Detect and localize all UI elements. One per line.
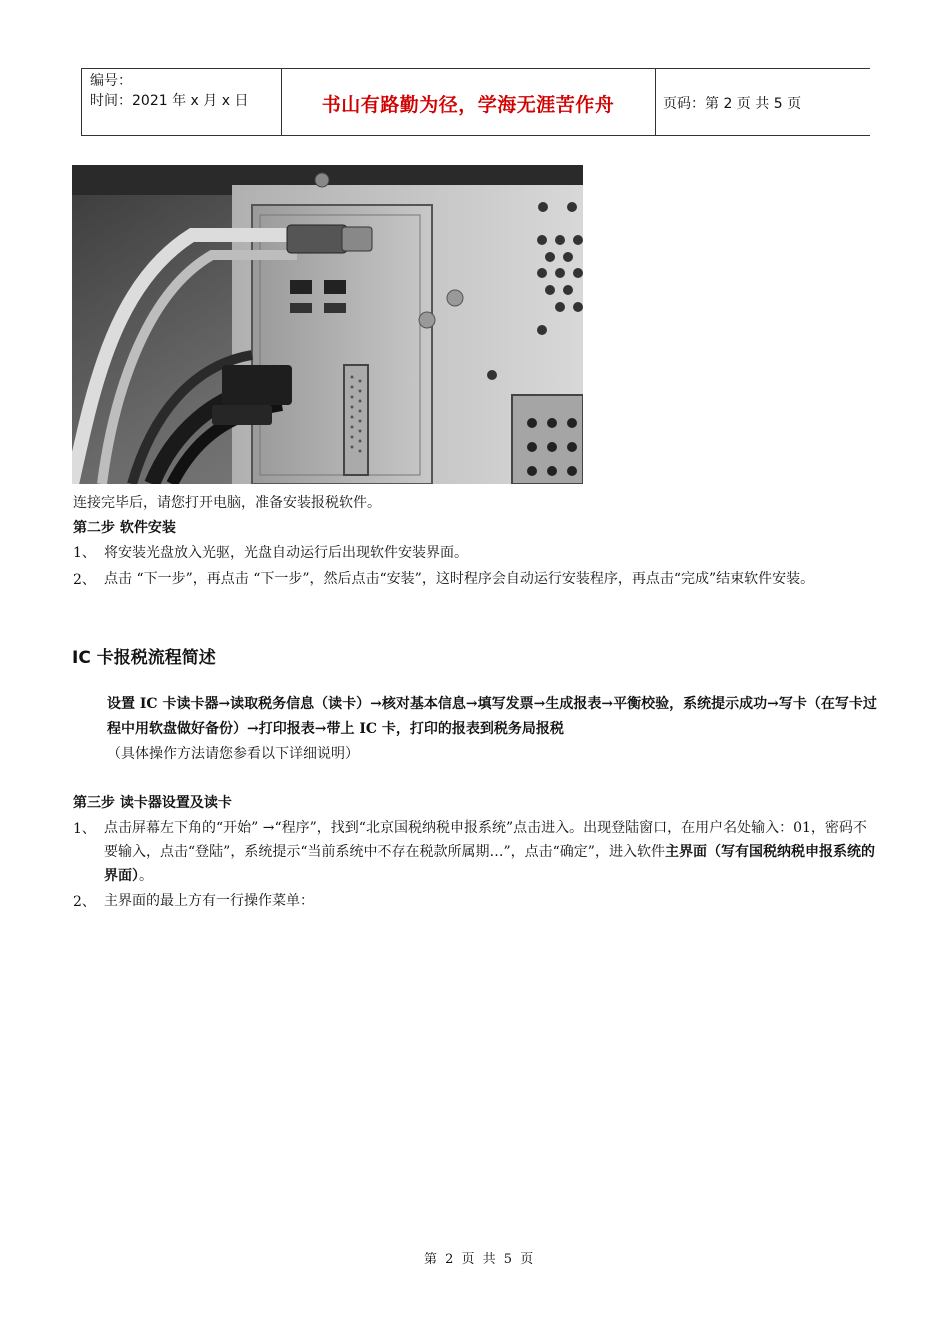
step2-item1-num: 1、 [73, 545, 96, 561]
header-divider-left [81, 68, 82, 136]
computer-rear-ports-photo [72, 165, 583, 484]
step2-item1-text: 将安装光盘放入光驱，光盘自动运行后出现软件安装界面。 [104, 545, 468, 561]
header-bottom-rule [81, 135, 870, 136]
header-meta [90, 71, 248, 111]
step3-item2-num: 2、 [73, 894, 96, 910]
header-motto: 书山有路勤为径，学海无涯苦作舟 [321, 94, 615, 116]
step3-item1-num: 1、 [73, 821, 96, 837]
step2-item2-num: 2、 [73, 572, 96, 588]
after-photo-text: 连接完毕后，请您打开电脑，准备安装报税软件。 [73, 495, 381, 511]
header-divider-mid2 [655, 68, 656, 136]
step3-title: 第三步 读卡器设置及读卡 [73, 795, 232, 811]
date-label: 时间：2021 年 x 月 x 日 [90, 93, 249, 109]
step3-item1-end: 。 [139, 868, 153, 884]
ic-flow-note: （具体操作方法请您参看以下详细说明） [107, 746, 359, 762]
step3-item2-text: 主界面的最上方有一行操作菜单： [104, 893, 314, 909]
step3-item1-body [104, 816, 879, 888]
step3-item1-bold: 主界面（写有国税纳税申报系统的界面） [104, 844, 875, 884]
ic-flow-title: IC 卡报税流程简述 [72, 648, 216, 668]
header-top-rule [81, 68, 870, 69]
step2-item2-text: 点击 “下一步”，再点击 “下一步”，然后点击“安装”，这时程序会自动运行安装程序，再点击“完成”结束软件安装。 [104, 571, 815, 587]
step2-title: 第二步 软件安装 [73, 520, 176, 536]
step3-item1-text: 点击屏幕左下角的“开始” →“程序”，找到“北京国税纳税申报系统”点击进入。出现登陆窗口，在用户名处输入：01，密码不要输入，点击“登陆”，系统提示“当前系统中不存在税款所属期…”，点击“确定”，进入软件 [104, 820, 867, 860]
ic-flow-text: 设置 IC 卡读卡器→读取税务信息（读卡）→核对基本信息→填写发票→生成报表→平衡校验，系统提示成功→写卡（在写卡过程中用软盘做好备份）→打印报表→带上 IC 卡，打印的报表到税务局报税 [107, 696, 877, 737]
page-footer [0, 1248, 950, 1267]
footer-page-text: 第 2 页 共 5 页 [424, 1252, 534, 1267]
header-page-label: 页码：第 2 页 共 5 页 [663, 96, 802, 112]
serial-label: 编号： [90, 73, 132, 89]
